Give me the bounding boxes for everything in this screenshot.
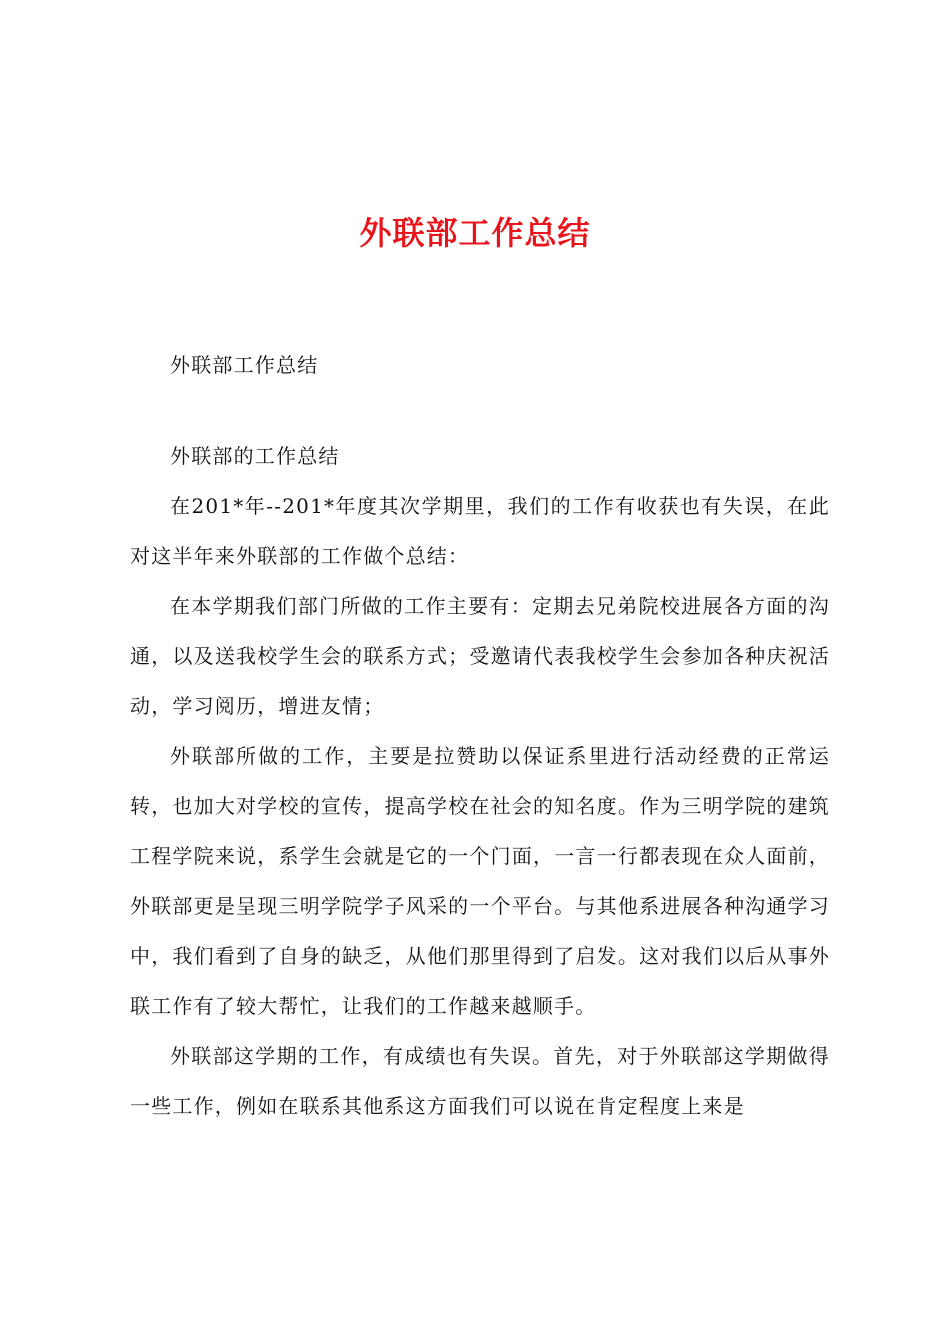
paragraph-intro: 在201*年--201*年度其次学期里，我们的工作有收获也有失误，在此对这半年来外联部的工作做个总结： — [130, 494, 830, 568]
paragraph-subtitle: 外联部工作总结 — [170, 353, 319, 377]
document-title: 外联部工作总结 — [359, 214, 591, 252]
paragraph-work-detail: 外联部所做的工作，主要是拉赞助以保证系里进行活动经费的正常运转，也加大对学校的宣传，提高学校在社会的知名度。作为三明学院的建筑工程学院来说，系学生会就是它的一个门面，一言一行都表现在众人面前，外联部更是呈现三明学院学子风采的一个平台。与其他系进展各种沟通学习中，我们看到了自身的缺乏，从他们那里得到了启发。这对我们以后从事外联工作有了较大帮忙，让我们的工作越来越顺手。 — [130, 744, 830, 1018]
paragraph-work-items: 在本学期我们部门所做的工作主要有：定期去兄弟院校进展各方面的沟通，以及送我校学生会的联系方式；受邀请代表我校学生会参加各种庆祝活动，学习阅历，增进友情； — [130, 594, 830, 718]
paragraph-summary: 外联部这学期的工作，有成绩也有失误。首先，对于外联部这学期做得一些工作，例如在联系其他系这方面我们可以说在肯定程度上来是 — [130, 1044, 830, 1118]
document-body — [130, 340, 830, 1131]
paragraph-heading: 外联部的工作总结 — [170, 444, 340, 468]
